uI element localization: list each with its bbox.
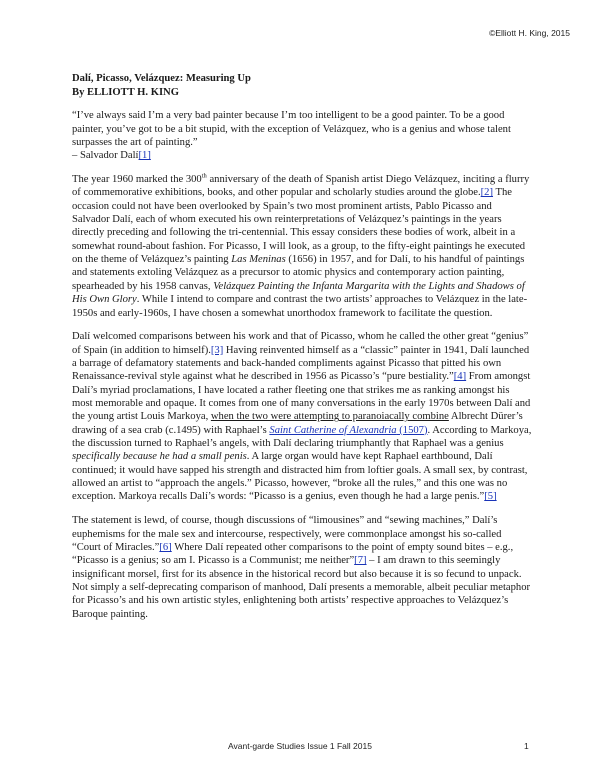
footnote-link-4[interactable]: [4] <box>453 371 467 383</box>
article-title: Dalí, Picasso, Velázquez: Measuring Up <box>72 73 251 84</box>
text-run: Where Dalí repeated other comparisons to the point of empty sound bites – e.g., “Picasso is a genius; so am I. Picasso is a Communist; me neither” <box>72 542 514 567</box>
epigraph <box>72 109 532 162</box>
link-saint-catherine[interactable] <box>269 425 427 436</box>
emphasis-text: specifically because he had a small penis <box>72 451 247 463</box>
text-run: The statement is lewd, of course, though discussions of “limousines” and “sewing machines,” Dalí’s euphemisms for the male sex and intercourse, respectively, were commonplace amongst his so-called “Court of Miracles.” <box>72 515 502 553</box>
footnote-link-2[interactable]: [2] <box>480 187 494 199</box>
text-run: . While I intend to compare and contrast the two artists’ approaches to Velázquez in the late-1950s and early-1960s, I have chosen a somewhat unorthodox framework to facilitate the question. <box>72 294 528 319</box>
text-run: . According to Markoya, the discussion turned to Raphael’s angels, with Dalí declaring triumphantly that Raphael was a genius <box>72 424 532 450</box>
paragraph-2 <box>72 330 532 503</box>
footnote-link-6[interactable]: [6] <box>159 542 172 553</box>
text-run: . A large organ would have kept Raphael earthbound, Dalí continued; it would have sapped his strength and distracted him from loftier goals. A small sex, by contrast, allowed an artist to “approach the angels.” Picasso, however, “broke all the rules,” and this one was no exception. Markoya recalls Dalí’s words: “Picasso is a genius, even though he had a large penis.” <box>72 451 528 503</box>
text-run: (1656) in 1957, and for Dalí, to his handful of paintings and statements extoling Velázquez as a precursor to atomic physics and contemporary action painting, spearheaded by his 1958 canvas, <box>72 254 525 292</box>
artwork-title-las-meninas: Las Meninas <box>231 254 286 266</box>
footnote-link-1[interactable]: [1] <box>138 150 151 162</box>
text-run: Having reinvented himself as a “classic” painter in 1941, Dalí launched a barrage of defamatory statements and back-handed compliments against Picasso that pitted his own Renaissance-revival style against what he described in 1956 as Picasso’s “pure bestiality.” <box>72 344 530 383</box>
artwork-title-saint-catherine: Saint Catherine of Alexandria <box>269 424 397 436</box>
link-paranoiac-combination[interactable]: when the two were attempting to paranoiacally combine <box>210 411 449 423</box>
page-number: 1 <box>524 741 529 751</box>
attribution-text: – Salvador Dalí <box>72 150 139 162</box>
epigraph-quote: “I’ve always said I’m a very bad painter because I’m too intelligent to be a good painter. To be a good painter, you’ve got to be a bit stupid, with the exception of Velázquez, who is a genius and whose talent surpasses the art of painting.” <box>72 110 511 148</box>
ordinal-superscript: th <box>201 172 207 180</box>
article-byline: By ELLIOTT H. KING <box>72 86 179 98</box>
text-run: Albrecht Dürer’s drawing of a sea crab (c.1495) with Raphael’s <box>72 411 523 436</box>
footnote-link-7[interactable]: [7] <box>354 555 367 567</box>
text-run: The occasion could not have been overlooked by Spain’s two most prominent artists, Pablo Picasso and Salvador Dalí, each of whom executed his own reinterpretations of Velázquez’s paintings in the years directly preceding and following the tri-centennial. This essay considers these bodies of work, albeit in a somewhat round-about fashion. For Picasso, I will look, as a group, to the fifty-eight paintings he executed on the theme of Velázquez’s painting <box>72 187 526 266</box>
paragraph-3 <box>72 514 532 621</box>
journal-citation: Avant-garde Studies Issue 1 Fall 2015 <box>228 741 372 751</box>
footnote-link-3[interactable]: [3] <box>210 344 224 356</box>
footnote-link-5[interactable]: [5] <box>484 491 497 503</box>
text-run: The year 1960 marked the 300 <box>72 174 202 186</box>
paragraph-1 <box>72 173 532 320</box>
text-run: Dalí welcomed comparisons between his work and that of Picasso, whom he called the other great “genius” of Spain (in addition to himself). <box>72 331 529 356</box>
epigraph-attribution <box>72 149 532 162</box>
artwork-title-velazquez-painting: Velázquez Painting the Infanta Margarita with the Lights and Shadows of His Own Glory <box>72 280 525 306</box>
text-run: From amongst Dalí’s myriad proclamations, I have located a rather fleeting one that strikes me as ranking amongst his most memorable and opaque. It comes from one of many conversations in the early 1970s between Dalí and the young artist Louis Markoya, <box>72 371 531 423</box>
text-run: anniversary of the death of Spanish artist Diego Velázquez, inciting a flurry of commemorative exhibitions, books, and other popular and scholarly studies around the globe. <box>72 174 530 199</box>
article-heading <box>72 72 532 99</box>
article-body <box>72 72 532 632</box>
copyright-notice: ©Elliott H. King, 2015 <box>489 28 570 38</box>
artwork-year: (1507) <box>396 424 428 436</box>
text-run: – I am drawn to this seemingly insignificant morsel, first for its absence in the historical record but also because it is so fecund to unpack. Not simply a self-deprecating comparison of manhood, Dalí presents a memorable, albeit peculiar metaphor for Picasso’s and his own artistic styles, enlightening both artists’ respective approaches to Velázquez’s Baroque painting. <box>72 555 531 620</box>
